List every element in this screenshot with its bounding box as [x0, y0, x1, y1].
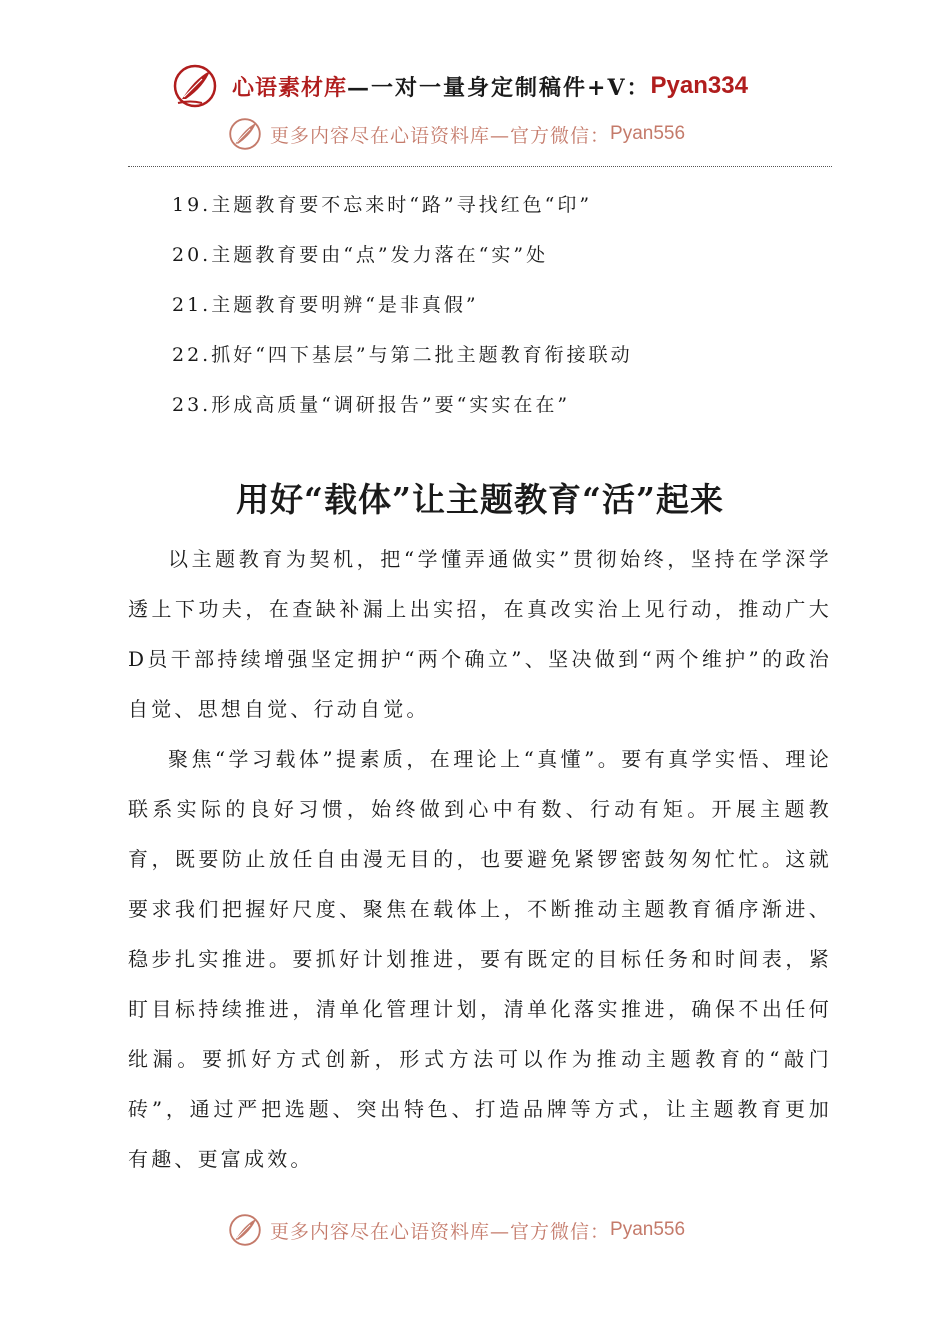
- watermark-text: 更多内容尽在心语资料库—官方微信：: [270, 124, 611, 147]
- contact-id: Pyan334: [650, 72, 748, 99]
- footer-id: Pyan556: [610, 1219, 686, 1240]
- header-divider: [128, 166, 832, 167]
- quill-pen-icon: [172, 63, 218, 109]
- toc-list: [172, 188, 812, 438]
- brand-name: 心语素材库: [232, 74, 348, 101]
- header-banner: [172, 62, 792, 110]
- footer-text: 更多内容尽在心语资料库—官方微信：: [270, 1220, 611, 1243]
- toc-item: 22.抓好“四下基层”与第二批主题教育衔接联动: [172, 344, 633, 366]
- quill-pen-icon: [228, 1213, 262, 1247]
- header-watermark: [228, 116, 748, 152]
- toc-item: 23.形成高质量“调研报告”要“实实在在”: [172, 394, 571, 416]
- toc-item: 19.主题教育要不忘来时“路”寻找红色“印”: [172, 194, 593, 216]
- toc-item: 20.主题教育要由“点”发力落在“实”处: [172, 244, 549, 266]
- footer-watermark: [228, 1212, 748, 1248]
- toc-item: 21.主题教育要明辨“是非真假”: [172, 294, 479, 316]
- article-title: 用好“载体”让主题教育“活”起来: [236, 480, 724, 519]
- watermark-id: Pyan556: [610, 123, 686, 144]
- quill-pen-icon: [228, 117, 262, 151]
- article-paragraph: 聚焦“学习载体”提素质，在理论上“真懂”。要有真学实悟、理论联系实际的良好习惯，始终做到心中有数、行动有矩。开展主题教育，既要防止放任自由漫无目的，也要避免紧锣密鼓匆匆忙忙。这就要求我们把握好尺度、聚焦在载体上，不断推动主题教育循序渐进、稳步扎实推进。要抓好计划推进，要有既定的目标任务和时间表，紧盯目标持续推进，清单化管理计划，清单化落实推进，确保不出任何纰漏。要抓好方式创新，形式方法可以作为推动主题教育的“敲门砖”，通过严把选题、突出特色、打造品牌等方式，让主题教育更加有趣、更富成效。: [128, 747, 832, 1171]
- article-paragraph: 以主题教育为契机，把“学懂弄通做实”贯彻始终，坚持在学深学透上下功夫，在查缺补漏上出实招，在真改实治上见行动，推动广大D员干部持续增强坚定拥护“两个确立”、坚决做到“两个维护”的政治自觉、思想自觉、行动自觉。: [128, 547, 832, 721]
- article-body: [128, 534, 832, 1184]
- brand-slogan: —一对一量身定制稿件+V：: [347, 74, 651, 101]
